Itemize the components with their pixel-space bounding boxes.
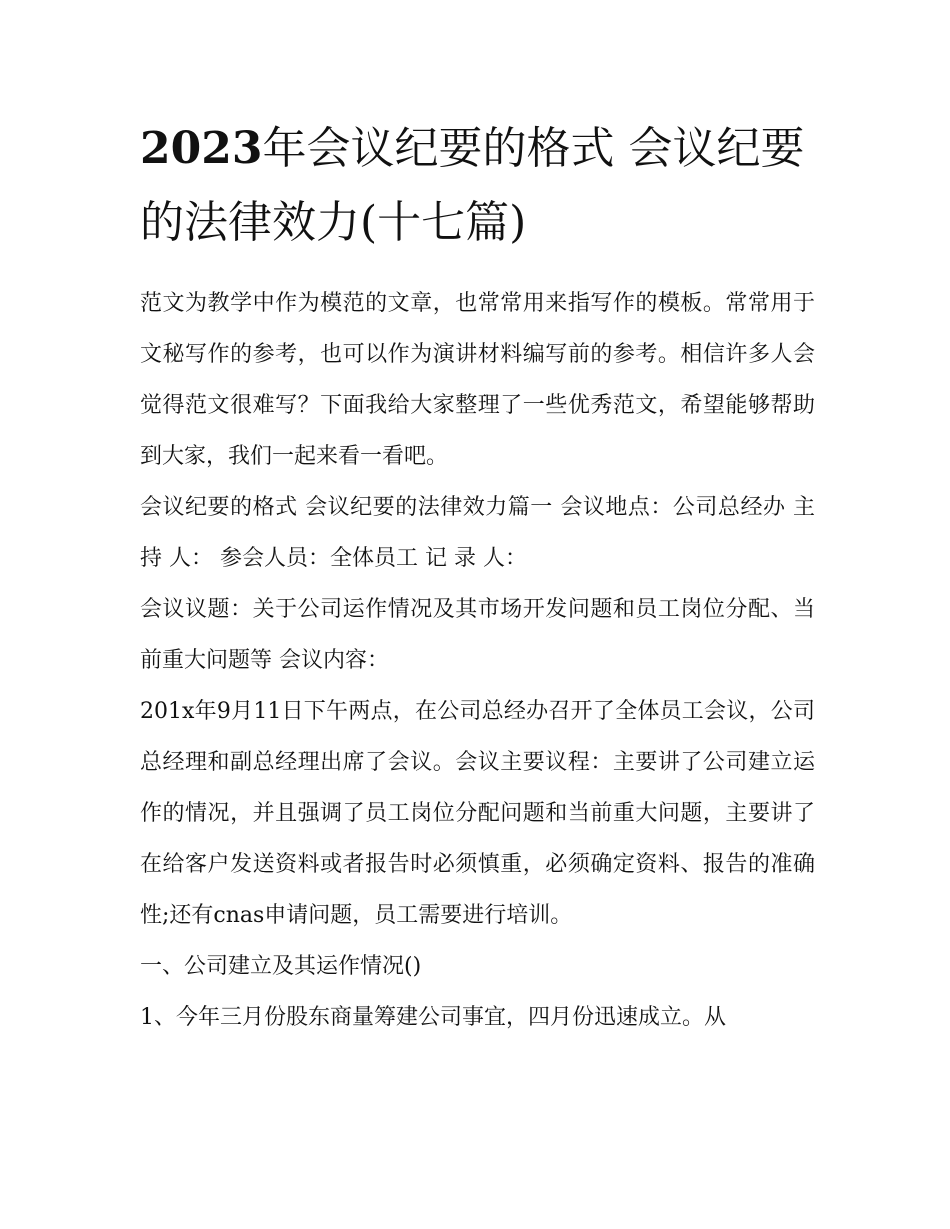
title-text: 年会议纪要的格式 会议纪要的法律效力(十七篇) <box>140 123 805 248</box>
paragraph-item-one: 1、今年三月份股东商量筹建公司事宜，四月份迅速成立。从 <box>140 1005 726 1030</box>
title-year: 2023 <box>140 123 263 174</box>
paragraph-meeting-content: 201x年9月11日下午两点，在公司总经办召开了全体员工会议，公司总经理和副总经理出席了会议。会议主要议程：主要讲了公司建立运作的情况，并且强调了员工岗位分配问题和当前重大问题，主要讲了在给客户发送资料或者报告时必须慎重，必须确定资料、报告的准确性;还有cnas申请问题，员工需要进行培训。 <box>140 699 815 928</box>
paragraph-meeting-topic: 会议议题：关于公司运作情况及其市场开发问题和员工岗位分配、当前重大问题等 会议内容： <box>140 597 815 673</box>
document-page <box>140 112 815 1043</box>
section-heading-one: 一、公司建立及其运作情况() <box>140 954 422 979</box>
paragraph-meeting-info: 会议纪要的格式 会议纪要的法律效力篇一 会议地点：公司总经办 主 持 人： 参会人员：全体员工 记 录 人： <box>140 495 815 571</box>
document-title <box>140 112 815 260</box>
paragraph-intro: 范文为教学中作为模范的文章，也常常用来指写作的模板。常常用于文秘写作的参考，也可以作为演讲材料编写前的参考。相信许多人会觉得范文很难写？下面我给大家整理了一些优秀范文，希望能够帮助到大家，我们一起来看一看吧。 <box>140 291 815 469</box>
